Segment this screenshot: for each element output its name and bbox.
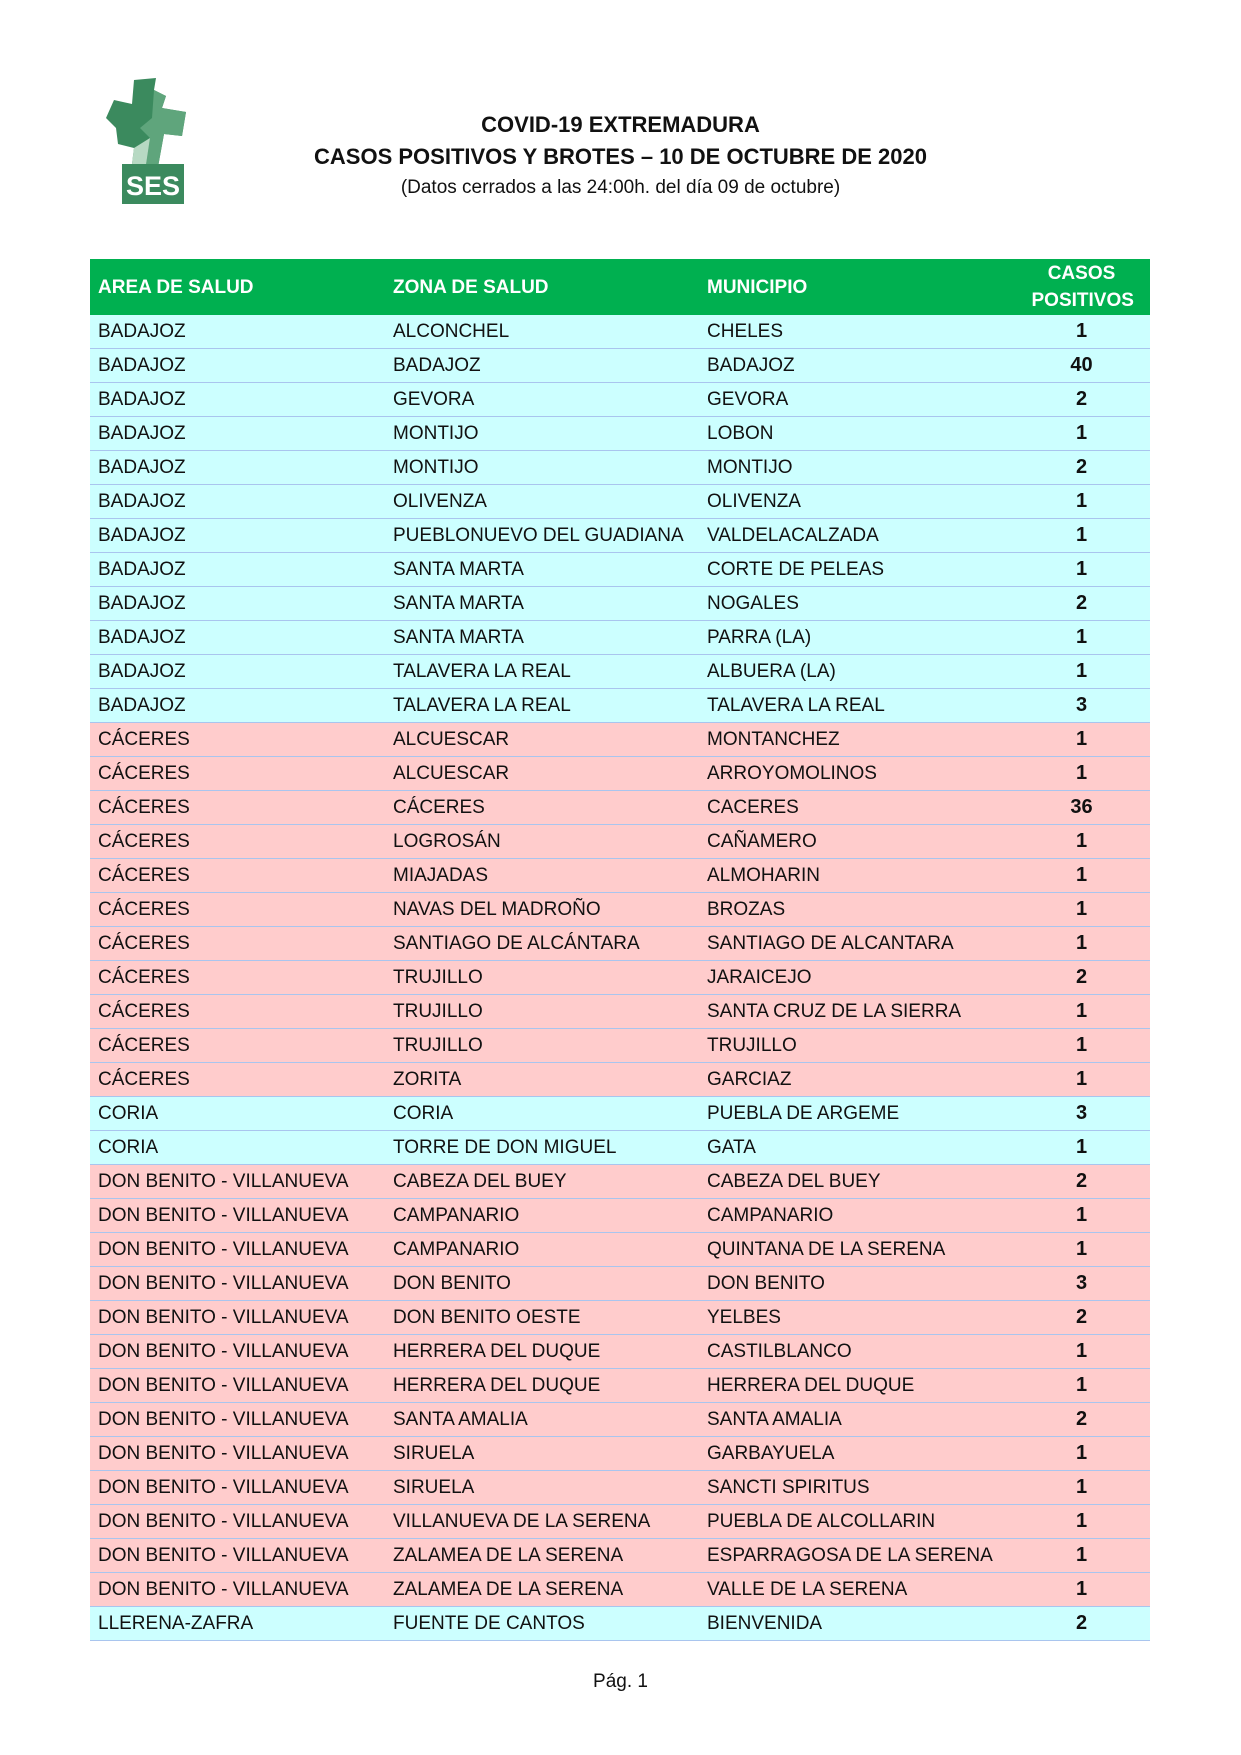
cell-casos: 1	[1013, 859, 1150, 893]
cell-municipio: YELBES	[699, 1301, 1013, 1335]
cell-area: CÁCERES	[90, 791, 385, 825]
cell-zona: DON BENITO OESTE	[385, 1301, 699, 1335]
cell-casos: 1	[1013, 1369, 1150, 1403]
table-row	[90, 1199, 1150, 1233]
table-row	[90, 1573, 1150, 1607]
cell-zona: TRUJILLO	[385, 1029, 699, 1063]
table-row	[90, 689, 1150, 723]
cell-casos: 1	[1013, 519, 1150, 553]
cell-municipio: BROZAS	[699, 893, 1013, 927]
table-row	[90, 451, 1150, 485]
cell-area: BADAJOZ	[90, 587, 385, 621]
cell-municipio: NOGALES	[699, 587, 1013, 621]
cell-zona: BADAJOZ	[385, 349, 699, 383]
column-header-zona: ZONA DE SALUD	[385, 259, 699, 315]
cell-area: DON BENITO - VILLANUEVA	[90, 1505, 385, 1539]
cell-zona: TORRE DE DON MIGUEL	[385, 1131, 699, 1165]
column-header-area: AREA DE SALUD	[90, 259, 385, 315]
cell-zona: HERRERA DEL DUQUE	[385, 1335, 699, 1369]
cell-casos: 1	[1013, 485, 1150, 519]
cell-area: CÁCERES	[90, 723, 385, 757]
cell-area: DON BENITO - VILLANUEVA	[90, 1437, 385, 1471]
cell-area: CÁCERES	[90, 893, 385, 927]
cell-zona: MONTIJO	[385, 451, 699, 485]
table-row	[90, 961, 1150, 995]
cell-casos: 1	[1013, 1539, 1150, 1573]
cell-municipio: SANTIAGO DE ALCANTARA	[699, 927, 1013, 961]
cell-casos: 1	[1013, 723, 1150, 757]
cell-municipio: CAÑAMERO	[699, 825, 1013, 859]
table-row	[90, 723, 1150, 757]
cell-area: BADAJOZ	[90, 553, 385, 587]
cell-zona: CÁCERES	[385, 791, 699, 825]
cell-area: BADAJOZ	[90, 349, 385, 383]
cell-zona: ALCONCHEL	[385, 315, 699, 349]
cell-municipio: CHELES	[699, 315, 1013, 349]
cell-zona: SIRUELA	[385, 1471, 699, 1505]
cell-municipio: SANTA AMALIA	[699, 1403, 1013, 1437]
cell-area: BADAJOZ	[90, 315, 385, 349]
cases-table	[90, 259, 1150, 1641]
cell-zona: ZALAMEA DE LA SERENA	[385, 1539, 699, 1573]
cell-zona: TRUJILLO	[385, 961, 699, 995]
cell-casos: 1	[1013, 1335, 1150, 1369]
table-row	[90, 757, 1150, 791]
cell-municipio: MONTANCHEZ	[699, 723, 1013, 757]
table-row	[90, 315, 1150, 349]
cell-area: BADAJOZ	[90, 689, 385, 723]
cell-municipio: GATA	[699, 1131, 1013, 1165]
table-row	[90, 519, 1150, 553]
table-row	[90, 1403, 1150, 1437]
cell-casos: 3	[1013, 1097, 1150, 1131]
table-row	[90, 1131, 1150, 1165]
cell-casos: 1	[1013, 417, 1150, 451]
table-row	[90, 655, 1150, 689]
cell-municipio: CABEZA DEL BUEY	[699, 1165, 1013, 1199]
cell-municipio: DON BENITO	[699, 1267, 1013, 1301]
cell-municipio: ALBUERA (LA)	[699, 655, 1013, 689]
cell-area: BADAJOZ	[90, 383, 385, 417]
page-subtitle: CASOS POSITIVOS Y BROTES – 10 DE OCTUBRE DE 2020	[314, 144, 927, 169]
table-row	[90, 1301, 1150, 1335]
table-row	[90, 893, 1150, 927]
logo-text: SES	[125, 171, 181, 201]
table-row	[90, 1471, 1150, 1505]
cell-casos: 1	[1013, 893, 1150, 927]
cell-casos: 1	[1013, 1063, 1150, 1097]
cell-zona: OLIVENZA	[385, 485, 699, 519]
table-row	[90, 417, 1150, 451]
cell-municipio: ALMOHARIN	[699, 859, 1013, 893]
cell-municipio: ESPARRAGOSA DE LA SERENA	[699, 1539, 1013, 1573]
cell-casos: 1	[1013, 1437, 1150, 1471]
cell-area: DON BENITO - VILLANUEVA	[90, 1369, 385, 1403]
cell-zona: HERRERA DEL DUQUE	[385, 1369, 699, 1403]
cell-area: BADAJOZ	[90, 655, 385, 689]
page-title: COVID-19 EXTREMADURA	[481, 112, 760, 137]
page-number: Pág. 1	[593, 1671, 648, 1692]
cell-zona: ALCUESCAR	[385, 723, 699, 757]
cell-area: DON BENITO - VILLANUEVA	[90, 1471, 385, 1505]
cell-casos: 2	[1013, 961, 1150, 995]
cell-area: DON BENITO - VILLANUEVA	[90, 1335, 385, 1369]
cell-zona: ALCUESCAR	[385, 757, 699, 791]
cell-casos: 1	[1013, 553, 1150, 587]
cell-zona: LOGROSÁN	[385, 825, 699, 859]
cell-zona: GEVORA	[385, 383, 699, 417]
table-row	[90, 587, 1150, 621]
cell-municipio: LOBON	[699, 417, 1013, 451]
cell-zona: SANTA MARTA	[385, 553, 699, 587]
cell-zona: SANTA MARTA	[385, 621, 699, 655]
table-row	[90, 1267, 1150, 1301]
cell-municipio: GEVORA	[699, 383, 1013, 417]
cell-municipio: SANCTI SPIRITUS	[699, 1471, 1013, 1505]
cell-casos: 3	[1013, 1267, 1150, 1301]
cell-zona: CAMPANARIO	[385, 1233, 699, 1267]
cell-zona: ZORITA	[385, 1063, 699, 1097]
cell-casos: 1	[1013, 655, 1150, 689]
cell-municipio: PARRA (LA)	[699, 621, 1013, 655]
cell-zona: FUENTE DE CANTOS	[385, 1607, 699, 1641]
table-row	[90, 1437, 1150, 1471]
cell-area: CÁCERES	[90, 1063, 385, 1097]
cell-municipio: VALLE DE LA SERENA	[699, 1573, 1013, 1607]
cell-area: DON BENITO - VILLANUEVA	[90, 1233, 385, 1267]
cell-casos: 36	[1013, 791, 1150, 825]
table-body	[90, 315, 1150, 1641]
cell-zona: TALAVERA LA REAL	[385, 689, 699, 723]
table-row	[90, 825, 1150, 859]
cell-area: LLERENA-ZAFRA	[90, 1607, 385, 1641]
cell-casos: 1	[1013, 1233, 1150, 1267]
cell-municipio: HERRERA DEL DUQUE	[699, 1369, 1013, 1403]
table-row	[90, 1097, 1150, 1131]
column-header-municipio: MUNICIPIO	[699, 259, 1013, 315]
cell-municipio: MONTIJO	[699, 451, 1013, 485]
table-row	[90, 859, 1150, 893]
cell-area: CÁCERES	[90, 995, 385, 1029]
cell-casos: 1	[1013, 1471, 1150, 1505]
cell-area: DON BENITO - VILLANUEVA	[90, 1539, 385, 1573]
table-row	[90, 485, 1150, 519]
cell-area: CÁCERES	[90, 825, 385, 859]
cell-casos: 2	[1013, 1165, 1150, 1199]
column-header-casos	[1013, 259, 1150, 315]
cell-zona: DON BENITO	[385, 1267, 699, 1301]
cell-zona: TALAVERA LA REAL	[385, 655, 699, 689]
cell-casos: 2	[1013, 587, 1150, 621]
cell-municipio: OLIVENZA	[699, 485, 1013, 519]
cell-zona: PUEBLONUEVO DEL GUADIANA	[385, 519, 699, 553]
table-row	[90, 553, 1150, 587]
cell-casos: 1	[1013, 757, 1150, 791]
cell-municipio: ARROYOMOLINOS	[699, 757, 1013, 791]
cell-area: BADAJOZ	[90, 519, 385, 553]
cell-zona: ZALAMEA DE LA SERENA	[385, 1573, 699, 1607]
cell-area: CORIA	[90, 1097, 385, 1131]
cell-area: CÁCERES	[90, 859, 385, 893]
cell-zona: SANTIAGO DE ALCÁNTARA	[385, 927, 699, 961]
table-row	[90, 621, 1150, 655]
cell-area: DON BENITO - VILLANUEVA	[90, 1267, 385, 1301]
cell-municipio: JARAICEJO	[699, 961, 1013, 995]
cell-casos: 1	[1013, 315, 1150, 349]
cell-municipio: TRUJILLO	[699, 1029, 1013, 1063]
cell-municipio: BIENVENIDA	[699, 1607, 1013, 1641]
cell-casos: 1	[1013, 1573, 1150, 1607]
table-row	[90, 791, 1150, 825]
table-row	[90, 1335, 1150, 1369]
cell-casos: 2	[1013, 1403, 1150, 1437]
cell-casos: 1	[1013, 1505, 1150, 1539]
cell-area: BADAJOZ	[90, 485, 385, 519]
cell-zona: CORIA	[385, 1097, 699, 1131]
cell-area: CÁCERES	[90, 927, 385, 961]
table-row	[90, 1607, 1150, 1641]
cell-municipio: QUINTANA DE LA SERENA	[699, 1233, 1013, 1267]
table-row	[90, 995, 1150, 1029]
table-row	[90, 1165, 1150, 1199]
cell-municipio: TALAVERA LA REAL	[699, 689, 1013, 723]
table-row	[90, 383, 1150, 417]
cell-zona: VILLANUEVA DE LA SERENA	[385, 1505, 699, 1539]
cell-zona: SANTA AMALIA	[385, 1403, 699, 1437]
cell-casos: 1	[1013, 1199, 1150, 1233]
table-row	[90, 927, 1150, 961]
cell-municipio: VALDELACALZADA	[699, 519, 1013, 553]
column-header-casos-text: CASOS POSITIVOS	[1031, 263, 1134, 311]
cell-casos: 1	[1013, 1029, 1150, 1063]
cell-municipio: CORTE DE PELEAS	[699, 553, 1013, 587]
cell-municipio: PUEBLA DE ARGEME	[699, 1097, 1013, 1131]
cell-area: BADAJOZ	[90, 621, 385, 655]
cell-casos: 2	[1013, 1301, 1150, 1335]
table-row	[90, 1233, 1150, 1267]
cell-zona: TRUJILLO	[385, 995, 699, 1029]
cell-area: DON BENITO - VILLANUEVA	[90, 1165, 385, 1199]
cell-municipio: PUEBLA DE ALCOLLARIN	[699, 1505, 1013, 1539]
cell-area: DON BENITO - VILLANUEVA	[90, 1199, 385, 1233]
cell-area: CÁCERES	[90, 1029, 385, 1063]
cell-casos: 40	[1013, 349, 1150, 383]
cell-zona: MONTIJO	[385, 417, 699, 451]
cell-casos: 3	[1013, 689, 1150, 723]
cell-municipio: CACERES	[699, 791, 1013, 825]
cell-zona: SIRUELA	[385, 1437, 699, 1471]
cell-municipio: BADAJOZ	[699, 349, 1013, 383]
table-row	[90, 1029, 1150, 1063]
cell-casos: 2	[1013, 383, 1150, 417]
cell-casos: 1	[1013, 995, 1150, 1029]
cell-casos: 1	[1013, 1131, 1150, 1165]
cell-municipio: GARBAYUELA	[699, 1437, 1013, 1471]
cell-area: CÁCERES	[90, 961, 385, 995]
table-row	[90, 349, 1150, 383]
cell-municipio: SANTA CRUZ DE LA SIERRA	[699, 995, 1013, 1029]
table-row	[90, 1505, 1150, 1539]
cell-area: BADAJOZ	[90, 417, 385, 451]
table-row	[90, 1063, 1150, 1097]
table-row	[90, 1539, 1150, 1573]
cell-area: BADAJOZ	[90, 451, 385, 485]
cell-area: CORIA	[90, 1131, 385, 1165]
cell-casos: 1	[1013, 927, 1150, 961]
cell-zona: MIAJADAS	[385, 859, 699, 893]
cell-casos: 1	[1013, 825, 1150, 859]
cell-area: CÁCERES	[90, 757, 385, 791]
cell-area: DON BENITO - VILLANUEVA	[90, 1301, 385, 1335]
cell-zona: SANTA MARTA	[385, 587, 699, 621]
cell-casos: 2	[1013, 451, 1150, 485]
data-note: (Datos cerrados a las 24:00h. del día 09 de octubre)	[400, 177, 841, 198]
cell-casos: 2	[1013, 1607, 1150, 1641]
table-row	[90, 1369, 1150, 1403]
table-header-row	[90, 259, 1150, 315]
cell-municipio: CAMPANARIO	[699, 1199, 1013, 1233]
cell-municipio: GARCIAZ	[699, 1063, 1013, 1097]
cell-zona: CABEZA DEL BUEY	[385, 1165, 699, 1199]
cell-zona: CAMPANARIO	[385, 1199, 699, 1233]
cell-zona: NAVAS DEL MADROÑO	[385, 893, 699, 927]
cell-municipio: CASTILBLANCO	[699, 1335, 1013, 1369]
cell-casos: 1	[1013, 621, 1150, 655]
cell-area: DON BENITO - VILLANUEVA	[90, 1403, 385, 1437]
cell-area: DON BENITO - VILLANUEVA	[90, 1573, 385, 1607]
